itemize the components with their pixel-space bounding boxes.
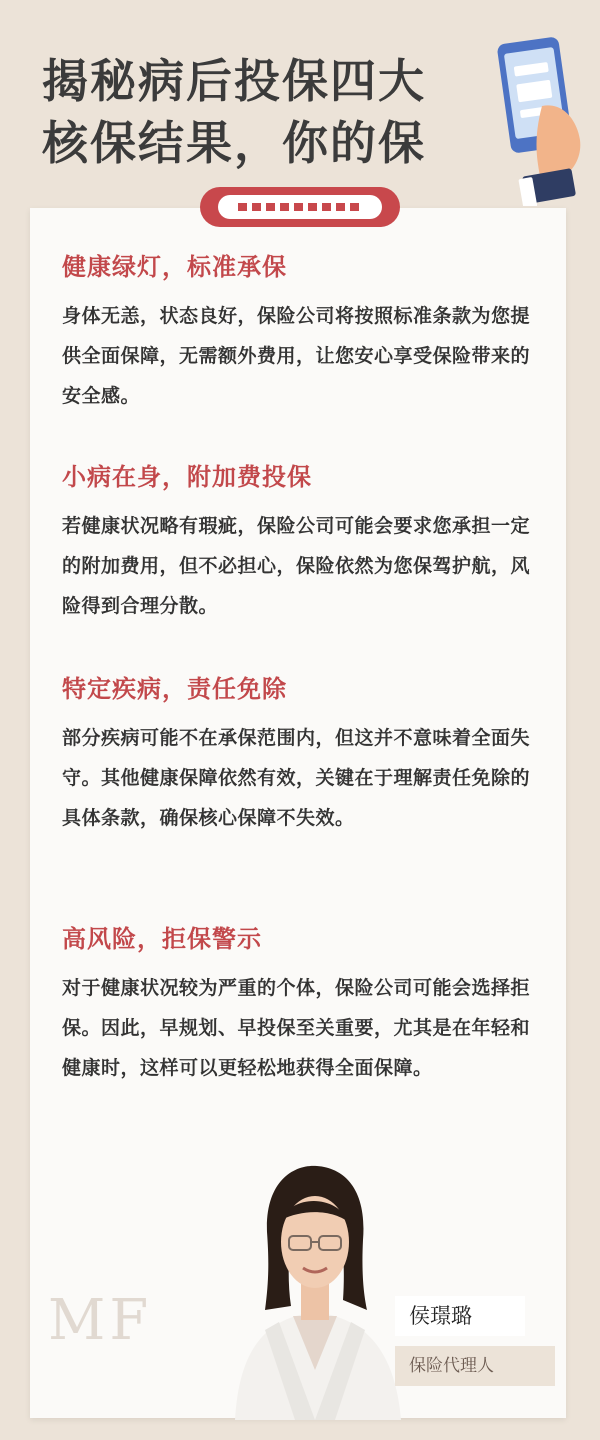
section-heading: 小病在身，附加费投保 <box>62 462 312 491</box>
agent-name: 侯璟璐 <box>395 1296 525 1336</box>
page-title <box>42 50 482 174</box>
section-standard <box>62 252 542 416</box>
section-heading: 健康绿灯，标准承保 <box>62 252 287 281</box>
blurred-label-badge <box>200 187 400 227</box>
section-body: 身体无恙，状态良好，保险公司将按照标准条款为您提供全面保障，无需额外费用，让您安心享受保险带来的安全感。 <box>62 305 531 407</box>
section-heading: 高风险，拒保警示 <box>62 924 262 953</box>
watermark-logo: MF <box>48 1288 153 1353</box>
section-body: 部分疾病可能不在承保范围内，但这并不意味着全面失守。其他健康保障依然有效，关键在于理解责任免除的具体条款，确保核心保障不失效。 <box>62 727 531 829</box>
section-body: 若健康状况略有瑕疵，保险公司可能会要求您承担一定的附加费用，但不必担心，保险依然为您保驾护航，风险得到合理分散。 <box>62 515 531 617</box>
section-heading: 特定疾病，责任免除 <box>62 674 287 703</box>
title-line-1: 揭秘病后投保四大 <box>42 54 426 108</box>
hand-holding-phone-icon <box>490 36 586 206</box>
section-exclusion <box>62 674 542 838</box>
agent-role: 保险代理人 <box>395 1346 555 1386</box>
section-body: 对于健康状况较为严重的个体，保险公司可能会选择拒保。因此，早规划、早投保至关重要，尤其是在年轻和健康时，这样可以更轻松地获得全面保障。 <box>62 977 531 1079</box>
title-line-2: 核保结果，你的保 <box>42 116 426 170</box>
section-decline <box>62 924 542 1088</box>
section-surcharge <box>62 462 542 626</box>
